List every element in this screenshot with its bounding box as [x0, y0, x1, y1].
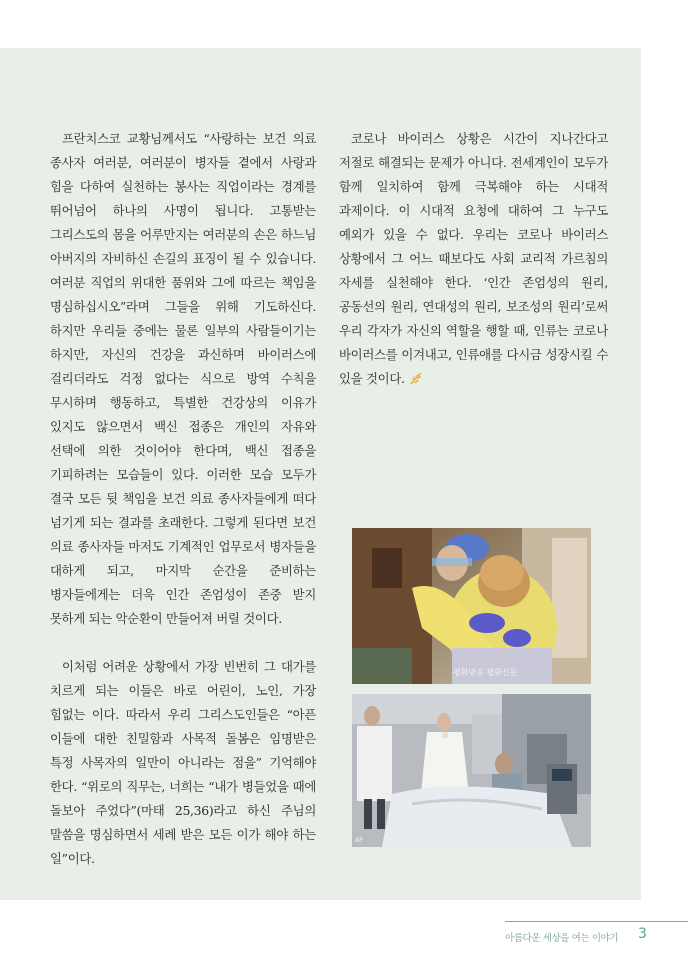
left-paragraph-1: 프란치스코 교황님께서도 “사랑하는 보건 의료 종사자 여러분, 여러분이 병자들 곁에서 사랑과 힘을 다하여 실천하는 봉사는 직업이라는 경계를 뛰어넘어 하나의 사명이 됩니다. 고통받는 그리스도의 몸을 어루만지는 여러분의 손은 하느님 아버지의 자비하신 손길의 표징이 될 수 있습니다. 여러분 직업의 위대한 품위와 그에 따르는 책임을 명심하십시오”라며 그들을 위해 기도하신다. 하지만 우리들 중에는 물론 일부의 사람들이기는 하지만, 자신의 건강을 과신하며 바이러스에 걸리더라도 걱정 없다는 식으로 방역 수칙을 무시하며 행동하고, 특별한 건강상의 이유가 있지도 않으면서 백신 접종은 개인의 자유와 선택에 의한 것이어야 한다며, 백신 접종을 기피하려는 모습들이 있다. 이러한 모습 모두가 결국 모든 뒷 책임을 보건 의료 종사자들에게 떠다 넘기게 되는 결과를 초래한다. 그렇게 된다면 보건 의료 종사자들 마저도 기계적인 업무로서 병자들을 대하게 되고, 마지막 순간을 준비하는 병자들에게는 더욱 인간 존엄성이 존중 받지 못하게 되는 악순환이 만들어져 버릴 것이다. [50, 131, 316, 626]
footer-divider [505, 921, 688, 922]
right-paragraph-1 [339, 127, 608, 391]
photo-nurse-hugging-patient-image [352, 528, 591, 684]
photo-pope-hospital-visit [352, 694, 591, 847]
right-paragraph-1-text: 코로나 바이러스 상황은 시간이 지나간다고 저절로 해결되는 문제가 아니다. 전세계인이 모두가 함께 일치하여 함께 극복해야 하는 시대적 과제이다. 이 시대적 요청에 대하여 그 누구도 예외가 있을 수 없다. 우리는 코로나 바이러스 상황에서 그 어느 때보다도 사회 교리적 가르침의 자세를 실천해야 한다. ‘인간 존엄성의 원리, 공동선의 원리, 연대성의 원리, 보조성의 원리’로써 우리 각자가 자신의 역할을 행할 때, 인류는 코로나 바이러스를 이겨내고, 인류애를 다시금 성장시킬 수 있을 것이다. [339, 131, 608, 386]
footer-publication-title: 아름다운 세상을 여는 이야기 [505, 933, 619, 944]
photo-nurse-hugging-patient [352, 528, 591, 684]
left-text-column [50, 127, 316, 871]
photo-caption: 평화방송 평화신문 [453, 668, 518, 677]
photo-pope-hospital-visit-image [352, 694, 591, 847]
page-number: 3 [638, 926, 647, 942]
photo-credit: AP [355, 837, 363, 844]
leaf-ornament-icon [409, 371, 423, 385]
right-text-column [339, 127, 608, 391]
left-paragraph-2: 이처럼 어려운 상황에서 가장 빈번히 그 대가를 치르게 되는 이들은 바로 어린이, 노인, 가장 힘없는 이다. 따라서 우리 그리스도인들은 “아픈 이들에 대한 친밀함과 사목적 돌봄은 임명받은 특정 사목자의 일만이 아니라는 점을” 기억해야 한다. “위로의 직무는, 너희는 “내가 병들었을 때에 돌보아 주었다”(마태 25,36)라고 하신 주님의 말씀을 명심하면서 세례 받은 모든 이가 해야 하는 일”이다. [50, 659, 316, 866]
